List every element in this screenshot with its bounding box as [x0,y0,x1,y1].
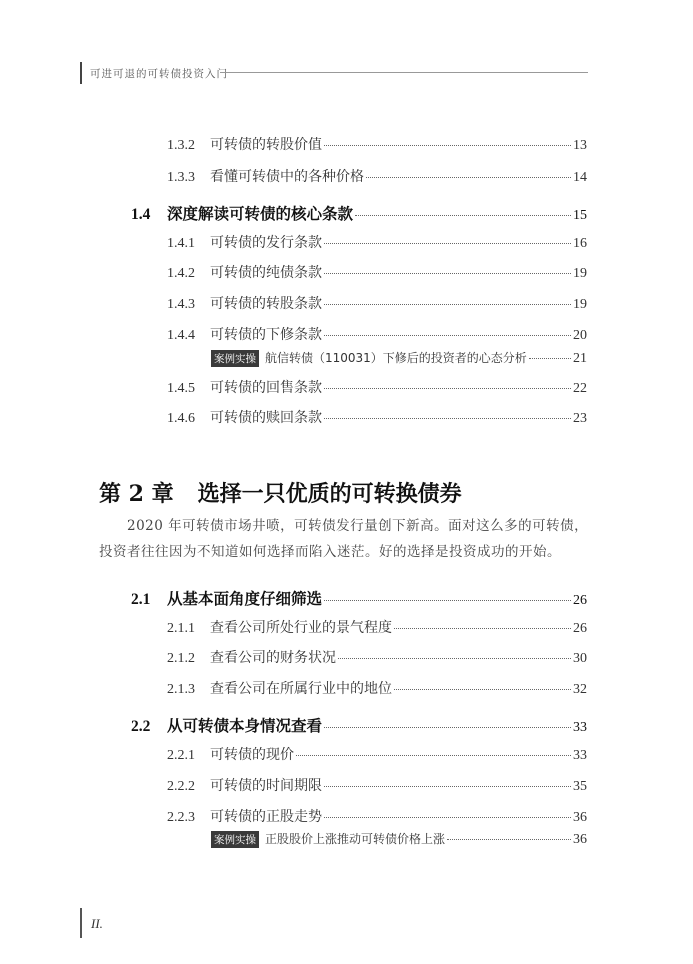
toc-entry-number: 2.1.1 [167,621,195,636]
toc-case-study-2[interactable] [211,830,587,848]
toc-leader-dots [529,358,571,359]
toc-entry-page: 19 [573,297,587,312]
toc-entry-page: 19 [573,266,587,281]
toc-entry-title: 可转债的正股走势 [210,809,322,825]
toc-entry-1-4-2[interactable] [167,262,587,282]
chapter-heading [99,477,462,508]
toc-leader-dots [338,658,571,659]
toc-leader-dots [355,215,571,216]
header-rule [220,72,588,73]
toc-entry-1-4-1[interactable] [167,232,587,252]
page-folio: II. [91,916,103,931]
intro-line: 2020 年可转债市场井喷，可转债发行量创下新高。面对这么多的可转债， [127,518,589,534]
toc-leader-dots [324,817,571,818]
toc-entry-number: 1.4.3 [167,297,195,312]
toc-entry-page: 26 [573,621,587,636]
intro-line: 投资者往往因为不知道如何选择而陷入迷茫。好的选择是投资成功的开始。 [99,544,561,560]
toc-entry-number: 1.4.1 [167,236,195,251]
toc-entry-title: 查看公司的财务状况 [210,650,336,666]
toc-leader-dots [296,755,571,756]
toc-entry-number: 1.4.4 [167,328,195,343]
toc-entry-number: 2.2.2 [167,779,195,794]
toc-entry-1-4-3[interactable] [167,293,587,313]
toc-entry-1-4-6[interactable] [167,407,587,427]
toc-section-title: 深度解读可转债的核心条款 [167,204,354,223]
toc-entry-title: 查看公司在所属行业中的地位 [210,681,392,697]
toc-leader-dots [394,628,571,629]
toc-leader-dots [324,786,571,787]
toc-entry-2-1-2[interactable] [167,647,587,667]
toc-case-page: 21 [573,351,587,366]
toc-entry-page: 33 [573,748,587,763]
toc-entry-2-2-3[interactable] [167,806,587,826]
toc-entry-page: 16 [573,236,587,251]
toc-entry-number: 2.2.1 [167,748,195,763]
toc-entry-title: 可转债的赎回条款 [210,410,322,426]
chapter-intro [99,513,589,565]
toc-case-page: 36 [573,832,587,847]
toc-section-1-4[interactable] [131,202,587,224]
toc-entry-page: 23 [573,411,587,426]
toc-entry-page: 14 [573,170,587,185]
toc-section-title: 从可转债本身情况查看 [167,716,323,735]
toc-case-title: 航信转债（110031）下修后的投资者的心态分析 [265,351,527,365]
toc-section-page: 33 [573,720,587,735]
toc-entry-title: 看懂可转债中的各种价格 [210,169,364,185]
toc-entry-page: 20 [573,328,587,343]
toc-leader-dots [324,273,571,274]
toc-section-number: 2.1 [131,591,151,608]
toc-case-title: 正股股价上涨推动可转债价格上涨 [265,832,446,846]
toc-leader-dots [447,839,571,840]
toc-leader-dots [324,600,571,601]
toc-entry-page: 22 [573,381,587,396]
toc-leader-dots [366,177,571,178]
chapter-title: 选择一只优质的可转换债券 [197,481,462,507]
toc-section-2-1[interactable] [131,587,587,609]
toc-entry-title: 可转债的转股条款 [210,296,322,312]
toc-entry-title: 可转债的时间期限 [210,778,322,794]
toc-entry-1-3-3[interactable] [167,166,587,186]
toc-entry-number: 2.2.3 [167,810,195,825]
toc-section-page: 15 [573,208,587,223]
toc-entry-number: 1.3.2 [167,138,195,153]
toc-case-study-1[interactable] [211,349,587,367]
toc-entry-title: 可转债的下修条款 [210,327,322,343]
toc-leader-dots [324,304,571,305]
header-title: 可进可退的可转债投资入门 [90,68,228,80]
toc-entry-number: 2.1.3 [167,682,195,697]
toc-entry-1-4-4[interactable] [167,324,587,344]
running-header [80,62,588,84]
toc-entry-number: 1.4.2 [167,266,195,281]
toc-leader-dots [324,418,571,419]
case-study-tag: 案例实操 [211,831,259,848]
case-study-tag: 案例实操 [211,350,259,367]
chapter-label: 第 2 章 [99,481,174,507]
toc-entry-number: 1.3.3 [167,170,195,185]
toc-section-title: 从基本面角度仔细筛选 [167,589,323,608]
toc-entry-title: 可转债的纯债条款 [210,265,322,281]
toc-leader-dots [394,689,571,690]
toc-section-number: 2.2 [131,718,151,735]
toc-entry-title: 可转债的回售条款 [210,380,322,396]
toc-entry-1-3-2[interactable] [167,134,587,154]
toc-entry-number: 2.1.2 [167,651,195,666]
toc-leader-dots [324,145,571,146]
toc-entry-page: 13 [573,138,587,153]
toc-section-page: 26 [573,593,587,608]
toc-entry-page: 32 [573,682,587,697]
toc-entry-title: 查看公司所处行业的景气程度 [210,620,392,636]
toc-entry-number: 1.4.5 [167,381,195,396]
toc-entry-2-2-2[interactable] [167,775,587,795]
toc-entry-2-2-1[interactable] [167,744,587,764]
toc-entry-page: 36 [573,810,587,825]
header-bar [80,62,82,84]
toc-entry-title: 可转债的现价 [210,747,294,763]
toc-entry-page: 30 [573,651,587,666]
toc-entry-number: 1.4.6 [167,411,195,426]
toc-entry-title: 可转债的转股价值 [210,137,322,153]
toc-leader-dots [324,335,571,336]
toc-entry-2-1-1[interactable] [167,617,587,637]
toc-leader-dots [324,243,571,244]
toc-entry-2-1-3[interactable] [167,678,587,698]
toc-entry-1-4-5[interactable] [167,377,587,397]
toc-entry-page: 35 [573,779,587,794]
toc-entry-title: 可转债的发行条款 [210,235,322,251]
toc-section-number: 1.4 [131,206,151,223]
toc-section-2-2[interactable] [131,714,587,736]
toc-leader-dots [324,388,571,389]
footer-rule [80,908,82,938]
toc-leader-dots [324,727,571,728]
